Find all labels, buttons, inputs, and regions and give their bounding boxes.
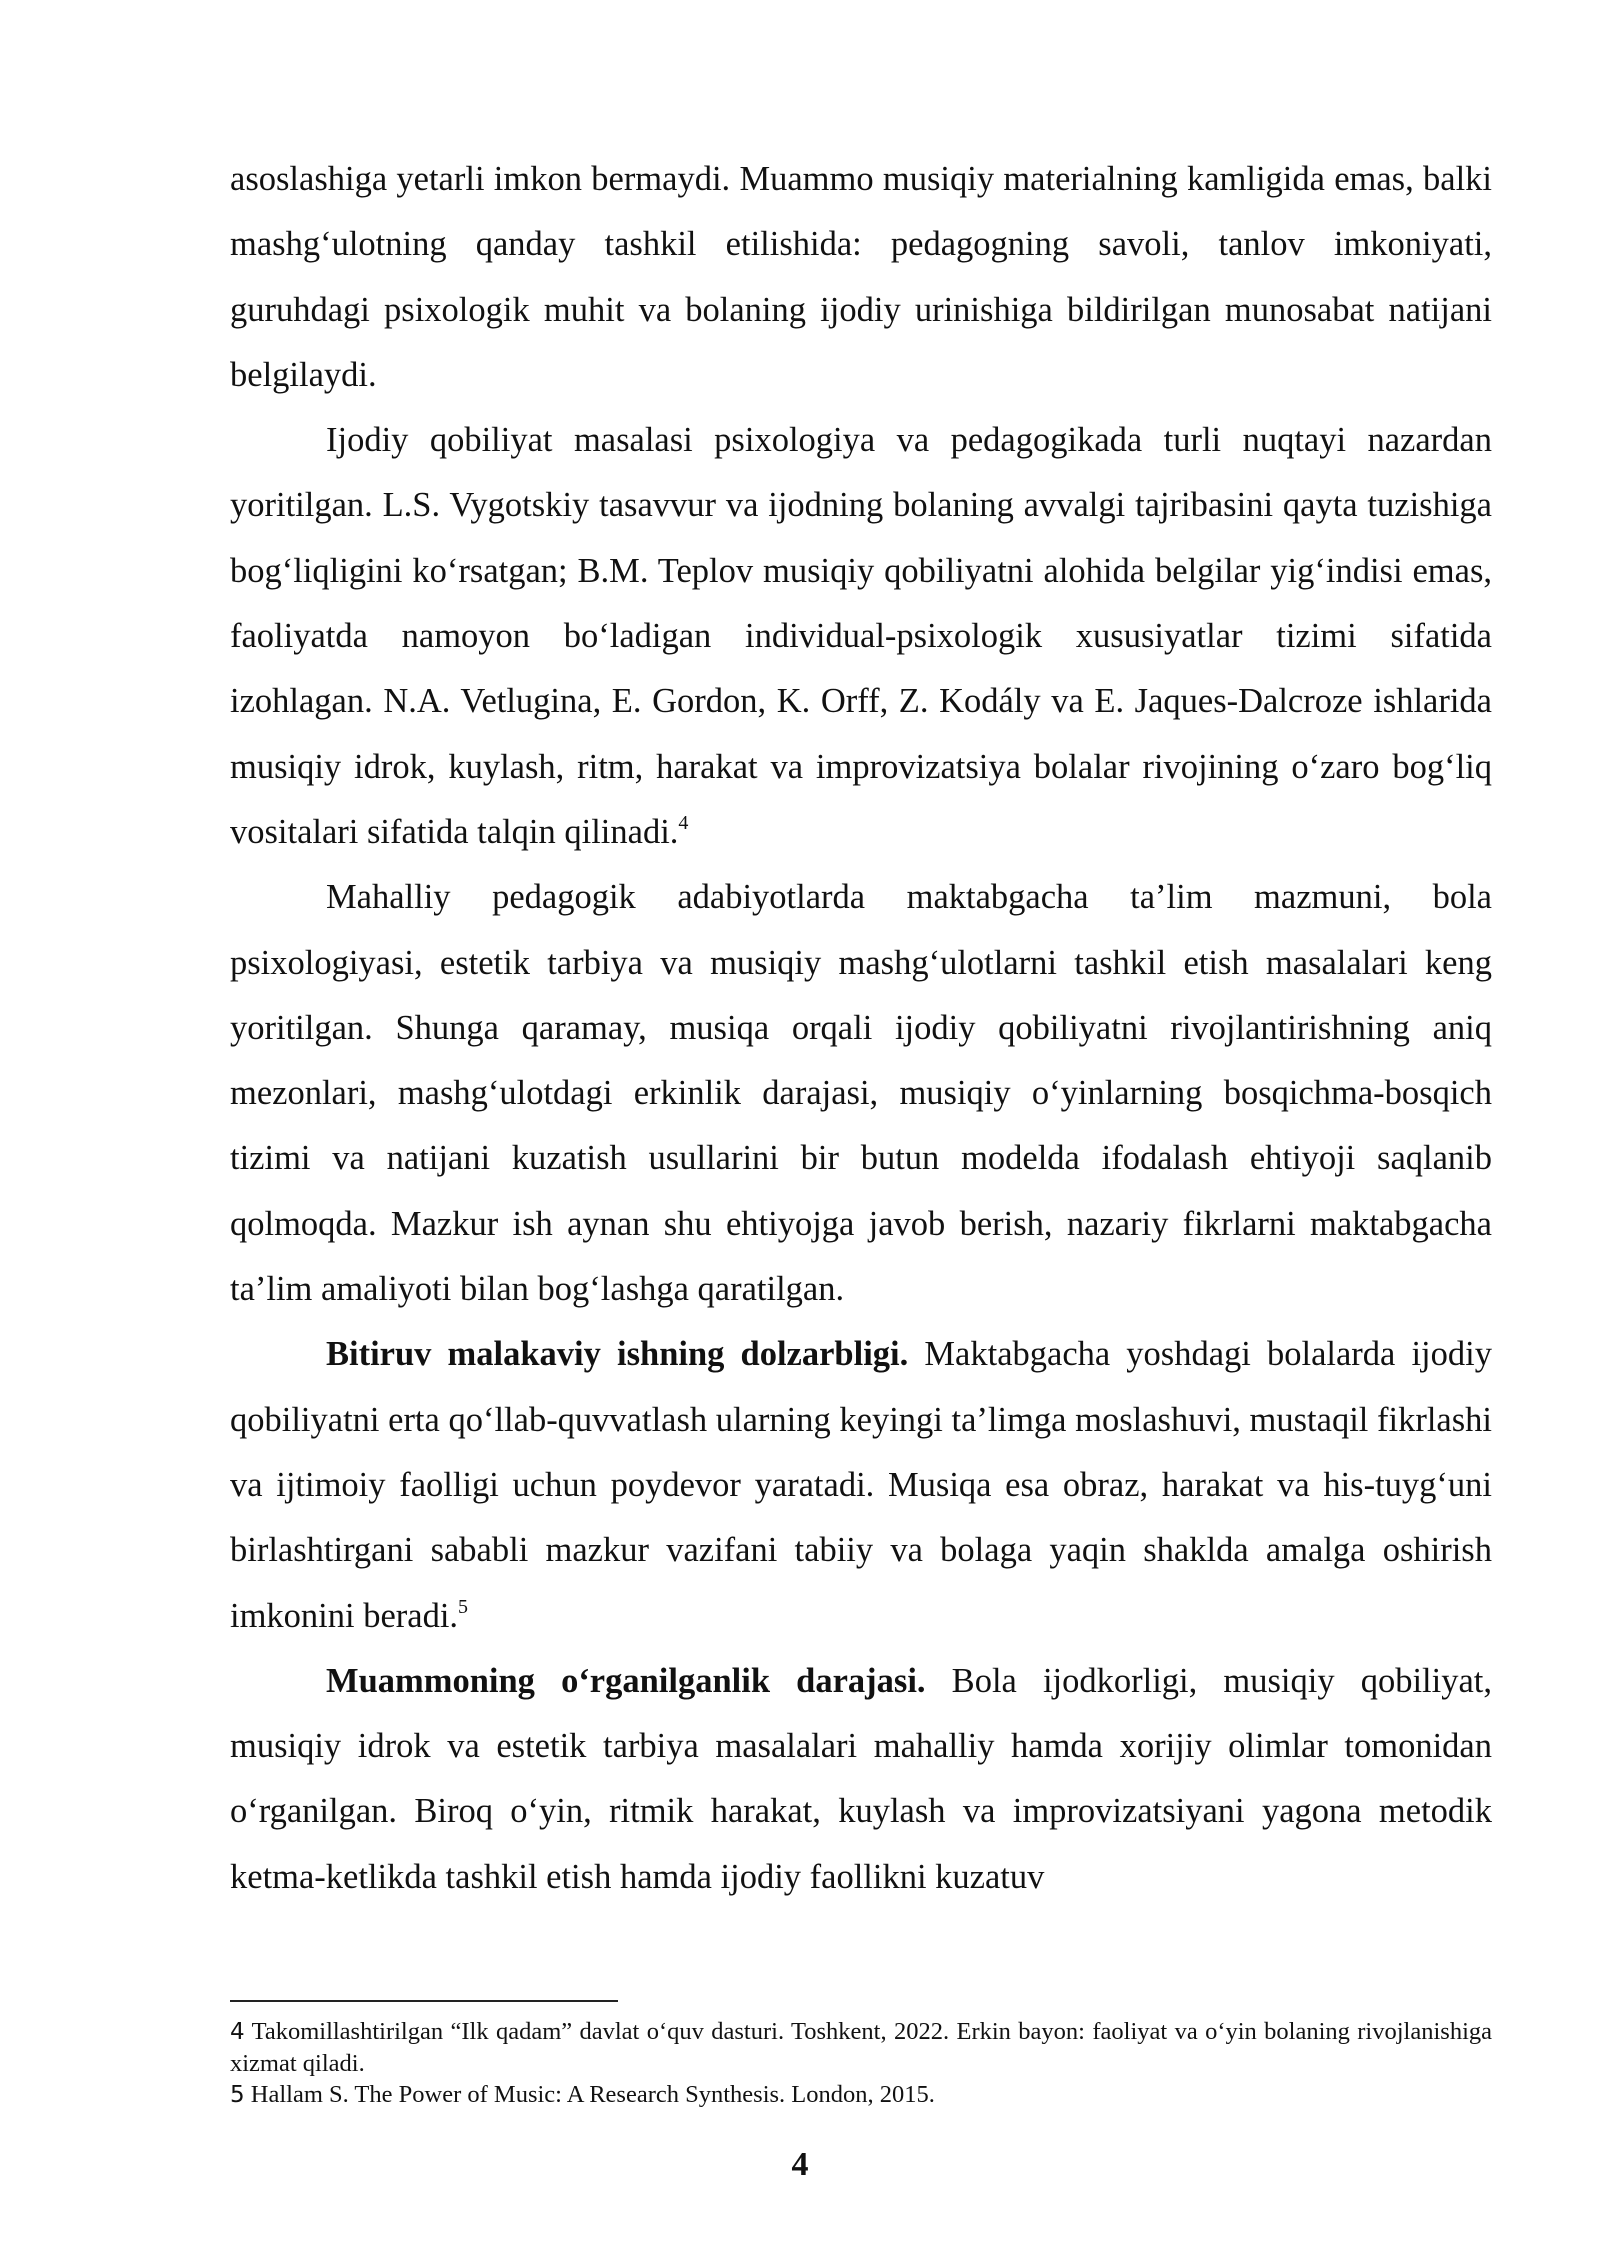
footnote-5-text: Hallam S. The Power of Music: A Research Synthesis. London, 2015. — [244, 2081, 935, 2108]
section-heading-study-level: Muammoning o‘rganilganlik darajasi. — [326, 1661, 926, 1700]
paragraph-4-text: Maktabgacha yoshdagi bolalarda ijodiy qobiliyatni erta qo‘llab-quvvatlash ularning keyingi ta’limga moslashuvi, mustaqil fikrlashi va ijtimoiy faolligi uchun poydevor yaratadi. Musiqa esa obraz, harakat va his-tuyg‘uni birlashtirgani sababli mazkur vazifani tabiiy va bolaga yaqin shaklda amalga oshirish imkonini beradi. — [230, 1335, 1492, 1635]
footnote-5 — [230, 2079, 1492, 2111]
footnote-4-number: 4 — [230, 2019, 245, 2045]
paragraph-3-text: Mahalliy pedagogik adabiyotlarda maktabgacha ta’lim mazmuni, bola psixologiyasi, estetik tarbiya va musiqiy mashg‘ulotlarni tashkil etish masalalari keng yoritilgan. Shunga qaramay, musiqa orqali ijodiy qobiliyatni rivojlantirishning aniq mezonlari, mashg‘ulotdagi erkinlik darajasi, musiqiy o‘yinlarning bosqichma-bosqich tizimi va natijani kuzatish usullarini bir butun modelda ifodalash ehtiyoji saqlanib qolmoqda. Mazkur ish aynan shu ehtiyojga javob berish, nazariy fikrlarni maktabgacha ta’lim amaliyoti bilan bog‘lashga qaratilgan. — [230, 878, 1492, 1309]
footnote-ref-5[interactable]: 5 — [458, 1595, 469, 1618]
footnote-4-text: Takomillashtirilgan “Ilk qadam” davlat o‘quv dasturi. Toshkent, 2022. Erkin bayon: faoliyat va o‘yin bolaning rivojlanishiga xizmat qiladi. — [230, 2018, 1492, 2077]
footnote-5-number: 5 — [230, 2082, 245, 2108]
body-text — [230, 147, 1492, 1910]
paragraph-1 — [230, 147, 1492, 408]
paragraph-2-text: Ijodiy qobiliyat masalasi psixologiya va pedagogikada turli nuqtayi nazardan yoritilgan. L.S. Vygotskiy tasavvur va ijodning bolaning avvalgi tajribasini qayta tuzishiga bog‘liqligini ko‘rsatgan; B.M. Teplov musiqiy qobiliyatni alohida belgilar yig‘indisi emas, faoliyatda namoyon bo‘ladigan individual-psixologik xususiyatlar tizimi sifatida izohlagan. N.A. Vetlugina, E. Gordon, K. Orff, Z. Kodály va E. Jaques-Dalcroze ishlarida musiqiy idrok, kuylash, ritm, harakat va improvizatsiya bolalar rivojining o‘zaro bog‘liq vositalari sifatida talqin qilinadi. — [230, 421, 1492, 851]
footnote-ref-4[interactable]: 4 — [678, 811, 689, 834]
paragraph-5-text: Bola ijodkorligi, musiqiy qobiliyat, musiqiy idrok va estetik tarbiya masalalari mahalliy hamda xorijiy olimlar tomonidan o‘rganilgan. Biroq o‘yin, ritmik harakat, kuylash va improvizatsiyani yagona metodik ketma-ketlikda tashkil etish hamda ijodiy faollikni kuzatuv — [230, 1661, 1492, 1896]
footnotes — [230, 2016, 1492, 2111]
paragraph-2 — [230, 408, 1492, 865]
section-heading-relevance: Bitiruv malakaviy ishning dolzarbligi. — [326, 1335, 909, 1374]
page-number: 4 — [791, 2146, 809, 2183]
paragraph-3 — [230, 865, 1492, 1322]
paragraph-5 — [230, 1649, 1492, 1910]
footnote-4 — [230, 2016, 1492, 2079]
paragraph-1-text: asoslashiga yetarli imkon bermaydi. Muammo musiqiy materialning kamligida emas, balki mashg‘ulotning qanday tashkil etilishida: pedagogning savoli, tanlov imkoniyati, guruhdagi psixologik muhit va bolaning ijodiy urinishiga bildirilgan munosabat natijani belgilaydi. — [230, 160, 1492, 394]
paragraph-4 — [230, 1322, 1492, 1648]
footnote-separator — [230, 2000, 618, 2002]
